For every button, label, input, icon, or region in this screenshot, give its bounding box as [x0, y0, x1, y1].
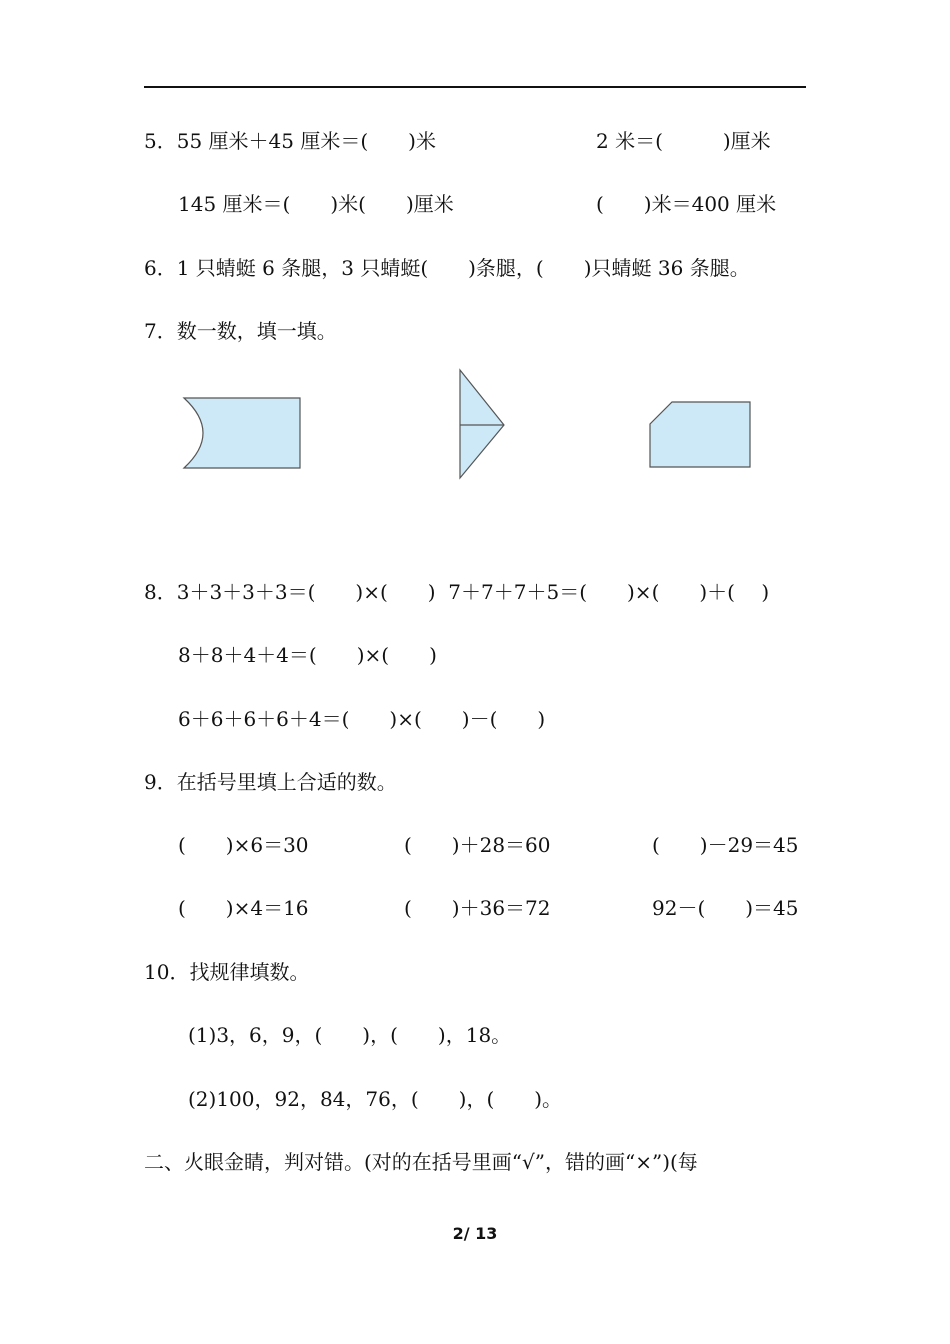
q5-line1-left: 5．55 厘米＋45 厘米＝( )米: [144, 129, 436, 153]
q5-line2-left: 145 厘米＝( )米( )厘米: [178, 192, 454, 216]
shape-split-triangle: [450, 366, 520, 482]
shape-concave-rectangle: [176, 366, 356, 476]
q5-line2-right: ( )米＝400 厘米: [596, 192, 777, 216]
q9-row2-col3: 92－( )＝45: [652, 896, 799, 920]
q10-item2: (2)100，92，84，76，( )，( )。: [188, 1087, 563, 1111]
q8-line3: 6＋6＋6＋6＋4＝( )×( )－( ): [178, 707, 546, 731]
q9-row1-col3: ( )－29＝45: [652, 833, 799, 857]
section2-title: 二、火眼金睛，判对错。(对的在括号里画“√”，错的画“×”)(每: [144, 1150, 698, 1174]
q9-row1-col2: ( )＋28＝60: [404, 833, 551, 857]
q7-title: 7．数一数，填一填。: [144, 319, 337, 343]
q8-line1: 8．3＋3＋3＋3＝( )×( ) 7＋7＋7＋5＝( )×( )＋( ): [144, 580, 770, 604]
page-number: 2/ 13: [452, 1224, 498, 1243]
q6-text: 6．1 只蜻蜓 6 条腿，3 只蜻蜓( )条腿，( )只蜻蜓 36 条腿。: [144, 256, 750, 280]
q9-row2-col2: ( )＋36＝72: [404, 896, 551, 920]
q9-row1-col1: ( )×6＝30: [178, 833, 309, 857]
q10-title: 10．找规律填数。: [144, 960, 310, 984]
q9-title: 9．在括号里填上合适的数。: [144, 770, 397, 794]
q5-line1-right: 2 米＝( )厘米: [596, 129, 771, 153]
q8-line2: 8＋8＋4＋4＝( )×( ): [178, 643, 437, 667]
q10-item1: (1)3，6，9，( )，( )，18。: [188, 1023, 512, 1047]
shape-cut-corner-rectangle: [640, 392, 760, 476]
header-rule: [144, 86, 806, 88]
q9-row2-col1: ( )×4＝16: [178, 896, 309, 920]
